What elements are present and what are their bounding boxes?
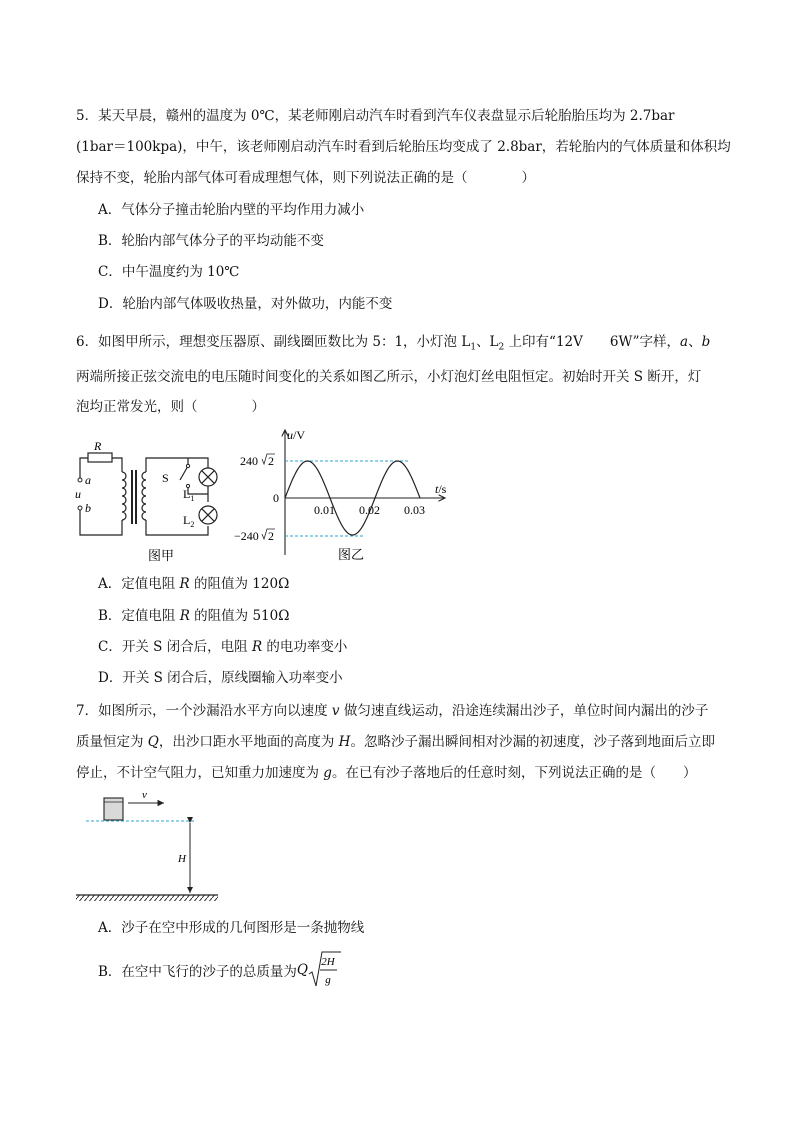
label-L1: $L_1$	[183, 487, 195, 503]
circuit-diagram	[70, 440, 220, 565]
q6-stem-line2: 两端所接正弦交流电的电压随时间变化的关系如图乙所示，小灯泡灯丝电阻恒定。初始时开关 S 断开，灯	[76, 369, 702, 385]
label-L2: $L_2$	[183, 513, 195, 529]
q6-sep: 、	[688, 334, 702, 350]
label-b: b	[85, 501, 91, 515]
lamp-l1-icon	[199, 468, 217, 486]
q5-stem-line1: 5．某天早晨，赣州的温度为 0℃，某老师刚启动汽车时看到汽车仪表盘显示后轮胎胎压均为 2.7bar	[76, 108, 675, 124]
q6-var-b: b	[701, 334, 711, 350]
q7-stem-line1: 7．如图所示，一个沙漏沿水平方向以速度 v 做匀速直线运动，沿途连续漏出沙子，单位时间内漏出的沙子	[76, 703, 709, 719]
svg-text:g: g	[325, 974, 331, 986]
y-tick-negative	[234, 529, 275, 543]
sand-funnel-icon	[104, 798, 123, 820]
q6-option-a: A．定值电阻 R 的阻值为 120Ω	[98, 576, 290, 592]
q7-stem-line3: 停止，不计空气阻力，已知重力加速度为 g。在已有沙子落地后的任意时刻，下列说法正确的是（ ）	[76, 765, 697, 781]
svg-text:240: 240	[240, 454, 258, 468]
q6-var-a: a	[680, 334, 689, 350]
q6-L2-sub: 2	[498, 342, 505, 353]
q5-option-d: D．轮胎内部气体吸收热量，对外做功，内能不变	[98, 296, 393, 312]
fig-right-caption: 图乙	[338, 547, 365, 562]
q6-stem-text-a: 6．如图甲所示，理想变压器原、副线圈匝数比为 5：1，小灯泡 L	[76, 334, 471, 350]
q7-option-a: A．沙子在空中形成的几何图形是一条抛物线	[98, 920, 365, 936]
q6-option-c: C．开关 S 闭合后，电阻 R 的电功率变小	[98, 639, 348, 655]
x-tick-0.03: 0.03	[404, 503, 425, 517]
voltage-waveform	[230, 425, 470, 565]
q5-stem-line3: 保持不变，轮胎内部气体可看成理想气体，则下列说法正确的是（ ）	[76, 170, 535, 186]
q6-stem-text-b: 、L	[476, 334, 499, 350]
q7-option-b	[98, 950, 342, 990]
q6-stem-line3: 泡均正常发光，则（ ）	[76, 399, 265, 415]
y-tick-zero: 0	[273, 491, 279, 505]
svg-text:−240: −240	[234, 529, 259, 543]
q5-option-a: A．气体分子撞击轮胎内壁的平均作用力减小	[98, 202, 365, 218]
svg-text:2: 2	[268, 454, 274, 468]
label-R: R	[94, 440, 102, 453]
q7-stem-line2: 质量恒定为 Q，出沙口距水平地面的高度为 H。忽略沙子漏出瞬间相对沙漏的初速度，沙子落到地面后立即	[76, 734, 715, 750]
q6-L1-sub: 1	[470, 342, 477, 353]
label-a: a	[85, 473, 91, 487]
x-tick-0.02: 0.02	[359, 503, 380, 517]
sqrt-fraction	[308, 950, 342, 990]
q6-stem-text-c: 上印有“12V 6W”字样，	[504, 334, 681, 350]
label-H: H	[178, 853, 186, 865]
label-u: u	[75, 487, 81, 501]
q5-stem-line2: (1bar＝100kpa)，中午，该老师刚启动汽车时看到后轮胎压均变成了 2.8bar，若轮胎内的气体质量和体积均	[76, 139, 731, 155]
x-axis-label: t/s	[435, 482, 447, 496]
q7-option-b-Q: Q	[296, 962, 308, 978]
y-axis-label: u/V	[287, 428, 305, 442]
x-tick-0.01: 0.01	[314, 503, 335, 517]
lamp-l2-icon	[199, 506, 217, 524]
svg-text:2H: 2H	[321, 956, 335, 968]
q7-option-b-text: B．在空中飞行的沙子的总质量为	[98, 964, 297, 980]
label-switch: S	[162, 471, 169, 485]
q6-stem-line1	[76, 332, 710, 358]
q5-option-c: C．中午温度约为 10℃	[98, 264, 240, 280]
label-v: v	[142, 790, 147, 801]
fig-left-caption: 图甲	[148, 548, 175, 563]
q6-option-b: B．定值电阻 R 的阻值为 510Ω	[98, 608, 290, 624]
q5-option-b: B．轮胎内部气体分子的平均动能不变	[98, 233, 324, 249]
y-tick-positive	[240, 454, 275, 468]
ground-hatch	[76, 895, 218, 901]
q6-option-d: D．开关 S 闭合后，原线圈输入功率变小	[98, 670, 343, 686]
sand-funnel-diagram	[72, 790, 222, 905]
svg-text:2: 2	[268, 529, 274, 543]
